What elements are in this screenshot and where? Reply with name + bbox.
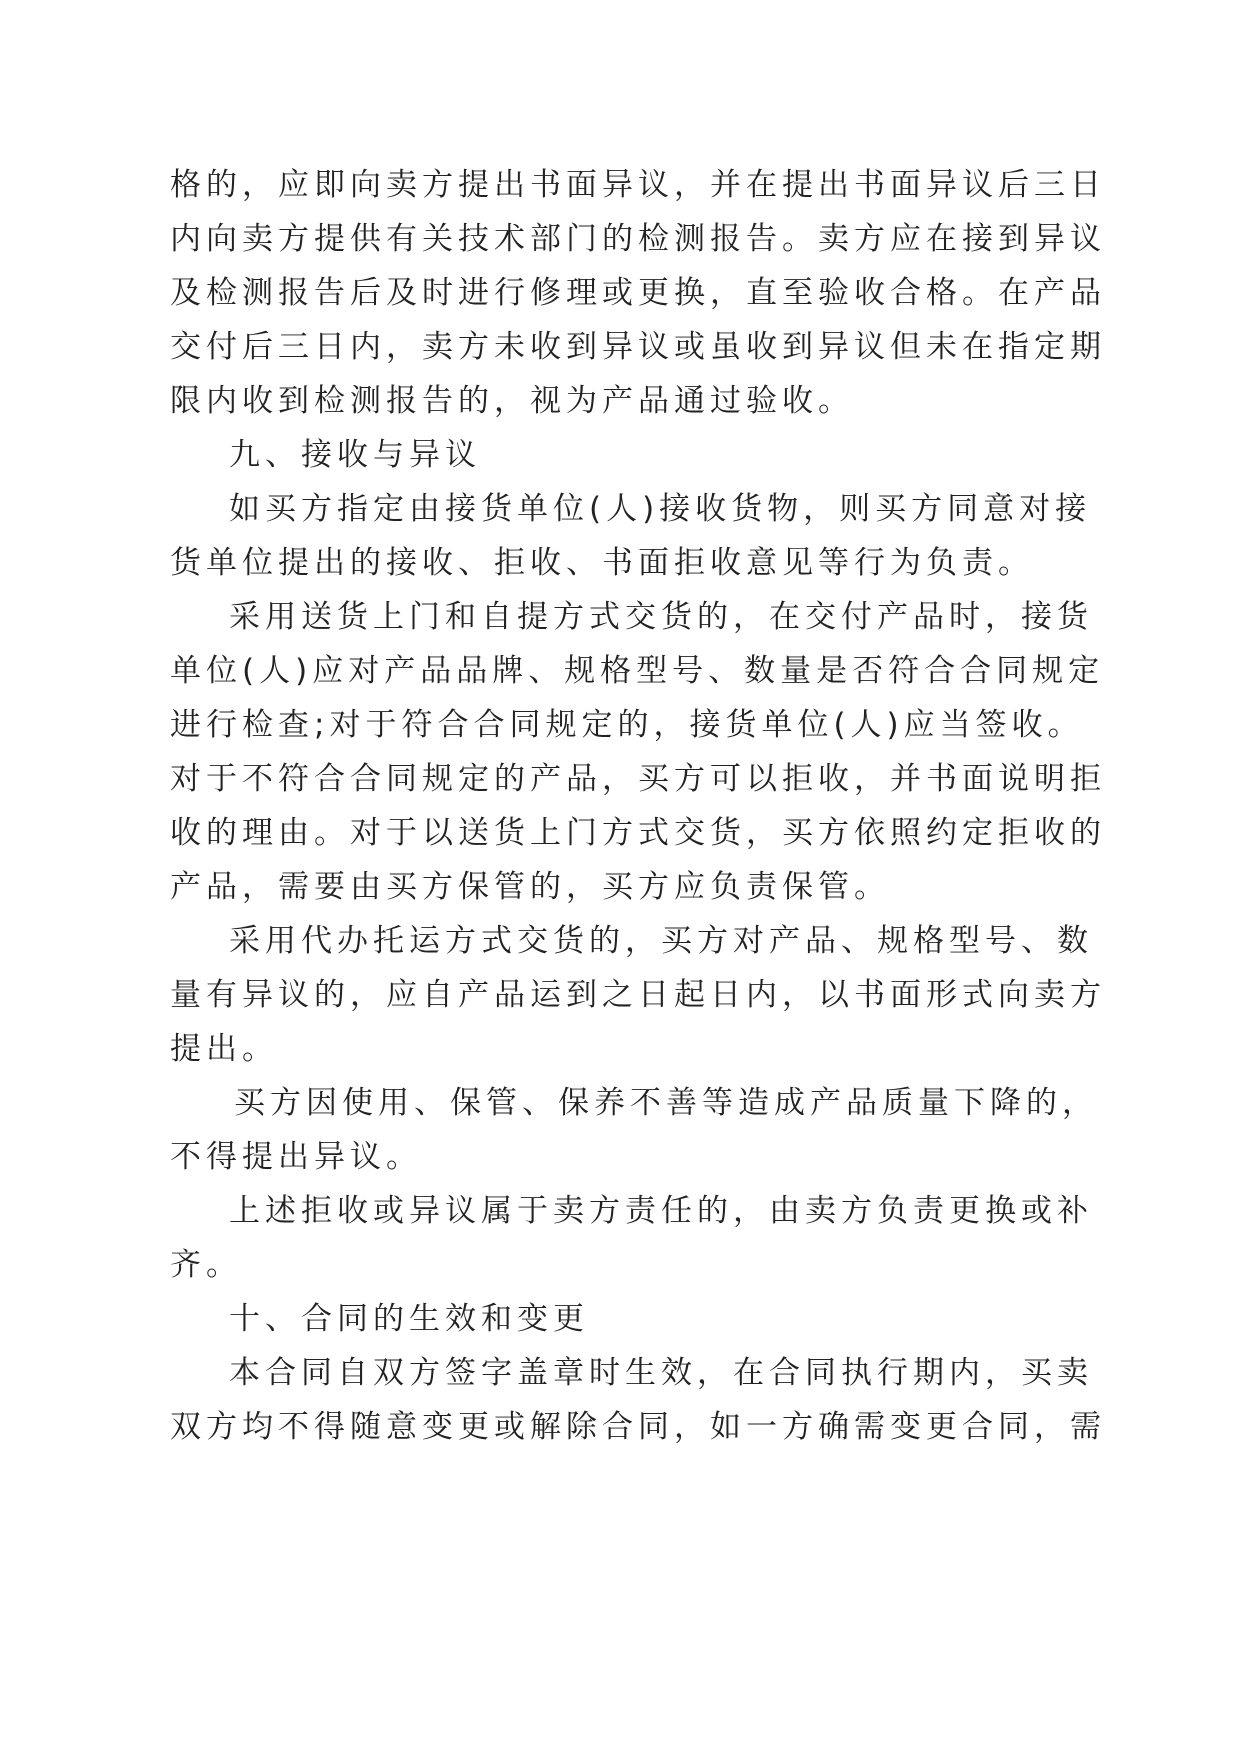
text-line: 不得提出异议。 (170, 1139, 422, 1175)
text-line: 收的理由。对于以送货上门方式交货，买方依照约定拒收的 (170, 815, 1106, 851)
text-line: 本合同自双方签字盖章时生效，在合同执行期内，买卖 (229, 1355, 1093, 1391)
text-line: 货单位提出的接收、拒收、书面拒收意见等行为负责。 (170, 545, 1034, 581)
section-heading: 九、接收与异议 (229, 437, 481, 473)
text-line: 上述拒收或异议属于卖方责任的，由卖方负责更换或补 (229, 1193, 1093, 1229)
text-line: 对于不符合合同规定的产品，买方可以拒收，并书面说明拒 (170, 761, 1106, 797)
text-line: 交付后三日内，卖方未收到异议或虽收到异议但未在指定期 (170, 329, 1106, 365)
text-line: 单位(人)应对产品品牌、规格型号、数量是否符合合同规定 (170, 653, 1105, 689)
text-line: 量有异议的，应自产品运到之日起日内，以书面形式向卖方 (170, 977, 1106, 1013)
text-line: 进行检查;对于符合合同规定的，接货单位(人)应当签收。 (170, 707, 1084, 743)
text-line: 格的，应即向卖方提出书面异议，并在提出书面异议后三日 (170, 167, 1106, 203)
text-line: 买方因使用、保管、保养不善等造成产品质量下降的， (234, 1085, 1098, 1121)
section-heading: 十、合同的生效和变更 (229, 1301, 589, 1337)
text-line: 产品，需要由买方保管的，买方应负责保管。 (170, 869, 890, 905)
text-line: 采用送货上门和自提方式交货的，在交付产品时，接货 (229, 599, 1093, 635)
text-line: 提出。 (170, 1031, 278, 1067)
text-line: 及检测报告后及时进行修理或更换，直至验收合格。在产品 (170, 275, 1106, 311)
text-line: 采用代办托运方式交货的，买方对产品、规格型号、数 (229, 923, 1093, 959)
text-line: 如买方指定由接货单位(人)接收货物，则买方同意对接 (229, 491, 1092, 527)
text-line: 齐。 (170, 1247, 242, 1283)
text-line: 双方均不得随意变更或解除合同，如一方确需变更合同，需 (170, 1409, 1106, 1445)
text-line: 内向卖方提供有关技术部门的检测报告。卖方应在接到异议 (170, 221, 1106, 257)
text-line: 限内收到检测报告的，视为产品通过验收。 (170, 383, 854, 419)
